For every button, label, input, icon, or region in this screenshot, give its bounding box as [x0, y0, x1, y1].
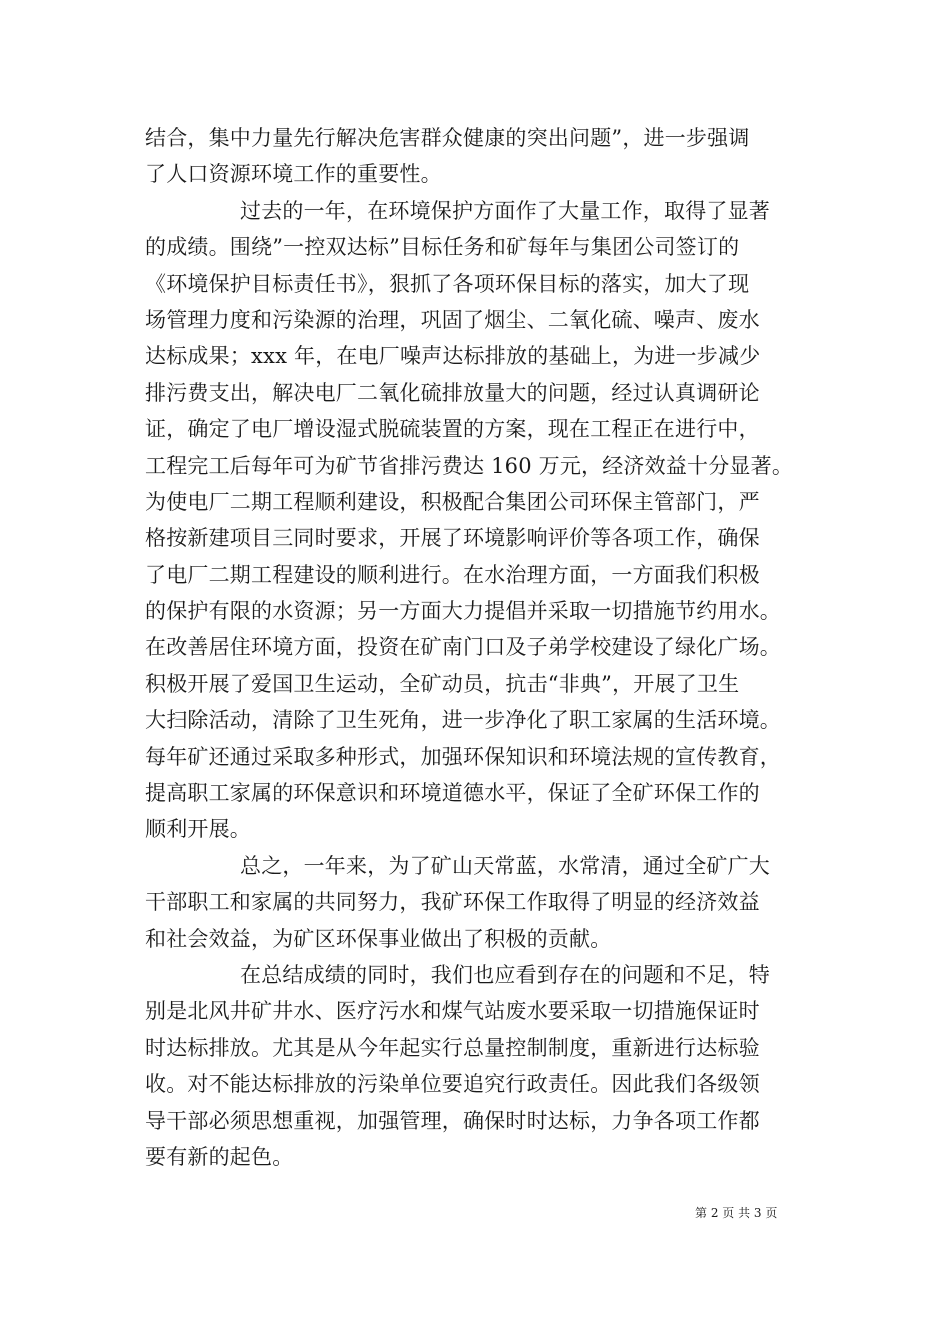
text-line: 每年矿还通过采取多种形式，加强环保知识和环境法规的宣传教育，	[145, 744, 781, 769]
document-body	[145, 120, 810, 1175]
text-line: 了人口资源环境工作的重要性。	[145, 162, 442, 187]
text-line: 别是北风井矿井水、医疗污水和煤气站废水要采取一切措施保证时	[145, 999, 760, 1024]
text-line: 积极开展了爱国卫生运动，全矿动员，抗击“非典”，开展了卫生	[145, 671, 740, 696]
text-line: 的成绩。围绕”一控双达标”目标任务和矿每年与集团公司签订的	[145, 235, 740, 260]
text-line: 提高职工家属的环保意识和环境道德水平，保证了全矿环保工作的	[145, 781, 760, 806]
text-line: 收。对不能达标排放的污染单位要追究行政责任。因此我们各级领	[145, 1072, 760, 1097]
page-number-footer: 第 2 页 共 3 页	[695, 1206, 778, 1220]
text-line: 了电厂二期工程建设的顺利进行。在水治理方面，一方面我们积极	[145, 562, 760, 587]
text-line: 《环境保护目标责任书》，狠抓了各项环保目标的落实，加大了现	[145, 271, 750, 296]
text-line: 结合，集中力量先行解决危害群众健康的突出问题”，进一步强调	[145, 126, 750, 150]
text-line: 要有新的起色。	[145, 1144, 294, 1169]
text-line: 工程完工后每年可为矿节省排污费达 160 万元，经济效益十分显著。	[145, 453, 794, 478]
paragraph-start-line: 过去的一年，在环境保护方面作了大量工作，取得了显著	[240, 198, 770, 223]
text-line: 排污费支出，解决电厂二氧化硫排放量大的问题，经过认真调研论	[145, 380, 760, 405]
text-line: 顺利开展。	[145, 817, 251, 842]
text-line: 和社会效益，为矿区环保事业做出了积极的贡献。	[145, 926, 612, 951]
text-line: 时达标排放。尤其是从今年起实行总量控制制度，重新进行达标验	[145, 1035, 760, 1060]
text-line: 为使电厂二期工程顺利建设，积极配合集团公司环保主管部门，严	[145, 489, 760, 514]
text-line: 导干部必须思想重视，加强管理，确保时时达标，力争各项工作都	[145, 1108, 760, 1133]
text-line: 的保护有限的水资源；另一方面大力提倡并采取一切措施节约用水。	[145, 599, 781, 624]
text-line: 干部职工和家属的共同努力，我矿环保工作取得了明显的经济效益	[145, 890, 760, 915]
text-line: 场管理力度和污染源的治理，巩固了烟尘、二氧化硫、噪声、废水	[145, 307, 760, 332]
paragraph-start-line: 在总结成绩的同时，我们也应看到存在的问题和不足，特	[240, 962, 770, 987]
text-line: 格按新建项目三同时要求，开展了环境影响评价等各项工作，确保	[145, 526, 760, 551]
text-line: 证，确定了电厂增设湿式脱硫装置的方案，现在工程正在进行中，	[145, 417, 760, 442]
text-line: 在改善居住环境方面，投资在矿南门口及子弟学校建设了绿化广场。	[145, 635, 781, 660]
text-line: 大扫除活动，清除了卫生死角，进一步净化了职工家属的生活环境。	[145, 708, 781, 733]
text-line: 达标成果；xxx 年，在电厂噪声达标排放的基础上，为进一步减少	[145, 344, 761, 369]
paragraph-start-line: 总之，一年来，为了矿山天常蓝，水常清，通过全矿广大	[240, 853, 770, 878]
